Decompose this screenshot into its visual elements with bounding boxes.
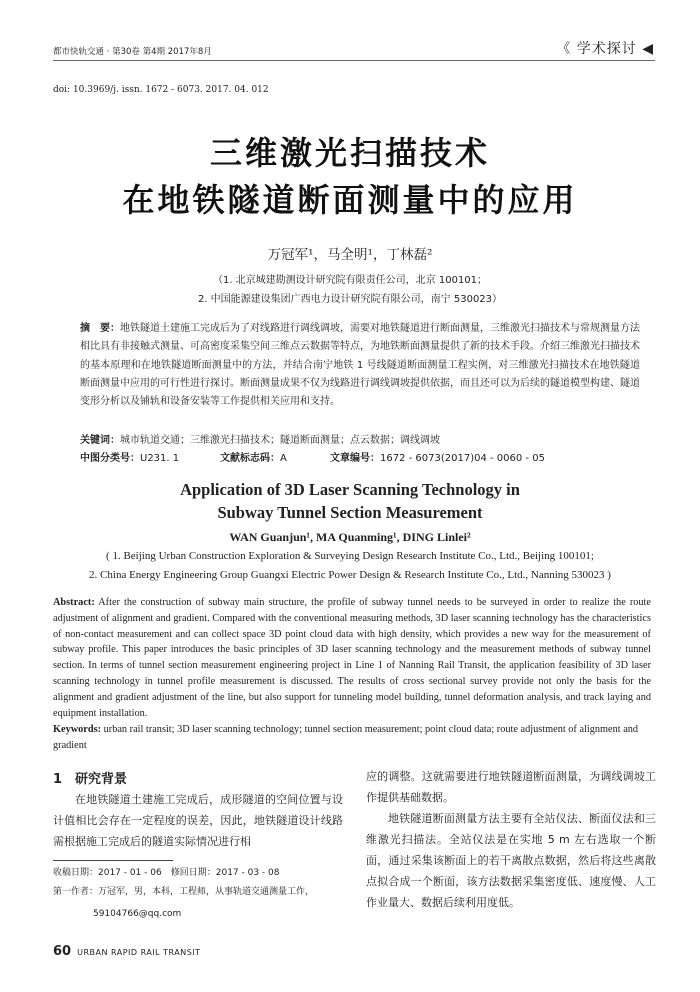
keywords-cn-text: 城市轨道交通；三维激光扫描技术；隧道断面测量；点云数据；调线调坡 — [120, 435, 440, 446]
body-paragraph-left: 在地铁隧道土建施工完成后，成形隧道的空间位置与设计值相比会存在一定程度的误差，因此，地铁隧道设计线路需根据施工完成后的隧道实际情况进行相 — [53, 793, 343, 848]
doc-code — [220, 449, 287, 464]
keywords-en-label: Keywords: — [53, 724, 102, 735]
doc-label: 文献标志码： — [220, 453, 280, 464]
body-paragraph-right-1: 应的调整。这就需要进行地铁隧道断面测量，为调线调坡工作提供基础数据。 — [366, 770, 656, 804]
affiliation-cn-1: （1. 北京城建勘测设计研究院有限责任公司，北京 100101； — [212, 275, 488, 286]
title-en-line2: Subway Tunnel Section Measurement — [217, 503, 483, 522]
clc-value: U231. 1 — [140, 453, 180, 464]
affiliation-en-1: ( 1. Beijing Urban Construction Exploration & Surveying Design Research Institute Co., Ltd., Beijing 100101; — [106, 550, 594, 562]
keywords-cn — [80, 431, 440, 446]
footnote-rule — [53, 860, 173, 861]
section-tag: 《 学术探讨 ◀ — [556, 41, 654, 57]
doi[interactable]: doi: 10.3969/j. issn. 1672 - 6073. 2017. 04. 012 — [53, 85, 269, 95]
clc-code — [80, 449, 179, 464]
section-heading — [53, 768, 343, 787]
body-left-column — [53, 768, 343, 852]
abstract-en-label: Abstract: — [53, 597, 95, 608]
header-rule — [53, 60, 655, 61]
title-en-line1: Application of 3D Laser Scanning Technology in — [180, 480, 520, 499]
keywords-en — [53, 722, 651, 754]
authors-cn: 万冠军¹，马全明¹，丁林磊² — [267, 247, 433, 263]
body-paragraph-right-2: 地铁隧道断面测量方法主要有全站仪法、断面仪法和三维激光扫描法。全站仪法是在实地 5 m 左右选取一个断面，通过采集该断面上的若干离散点数据，然后将这些离散点拟合成一个断面，该方法数据采集密度低、速度慢、人工作业量大、数据后续利用度低。 — [366, 812, 656, 909]
abstract-cn — [80, 320, 640, 411]
abstract-cn-label: 摘 要： — [80, 323, 120, 334]
body-right-column — [366, 766, 656, 913]
article-code — [330, 449, 545, 464]
title-cn-line1: 三维激光扫描技术 — [209, 134, 490, 172]
doc-value: A — [280, 453, 287, 464]
keywords-en-text: urban rail transit; 3D laser scanning technology; tunnel section measurement; point cloud data; route adjustment of alignment and gradient — [53, 724, 639, 751]
footnote-dates: 收稿日期：2017 - 01 - 06 修回日期：2017 - 03 - 08 — [53, 868, 280, 878]
footnote-email[interactable]: 59104766@qq.com — [93, 909, 182, 919]
article-value: 1672 - 6073(2017)04 - 0060 - 05 — [380, 453, 545, 464]
affiliation-en-2: 2. China Energy Engineering Group Guangxi Electric Power Design & Research Institute Co., Ltd., Nanning 530023 ) — [89, 569, 611, 581]
section-number: 1 — [53, 772, 63, 787]
title-cn-line2: 在地铁隧道断面测量中的应用 — [122, 181, 578, 219]
page-footer — [53, 944, 201, 959]
abstract-en — [53, 595, 651, 721]
footer-journal-name: URBAN RAPID RAIL TRANSIT — [77, 948, 201, 957]
affiliation-cn-2: 2. 中国能源建设集团广西电力设计研究院有限公司，南宁 530023） — [197, 294, 503, 305]
keywords-cn-label: 关键词： — [80, 435, 120, 446]
footnote-author: 第一作者：万冠军，男，本科，工程师，从事轨道交通测量工作， — [53, 887, 315, 897]
clc-label: 中图分类号： — [80, 453, 140, 464]
page-number: 60 — [53, 944, 72, 959]
abstract-en-text: After the construction of subway main structure, the profile of subway tunnel needs to be surveyed in order to realize the route adjustment of alignment and gradient. Compared with the conventional measuring methods, 3D laser scanning technology has the characteristics of non-contact measurement and can collect space 3D point cloud data with high density, which provides a new way for the measurement of subway profile. This paper introduces the basic principles of 3D laser scanning technology and the measurement methods of subway tunnel section. In terms of tunnel section measurement engineering project in Line 1 of Nanning Rail Transit, the application feasibility of 3D laser scanning technology in tunnel profile measurement is discussed. The results of cross sectional survey provide not only the basis for the alignment and gradient adjustment of the line, but also support for tunneling model building, tunnel deformation analysis, and track laying and equipment installation. — [53, 597, 651, 719]
abstract-cn-text: 地铁隧道土建施工完成后为了对线路进行调线调坡，需要对地铁隧道进行断面测量，三维激光扫描技术与常规测量方法相比具有非接触式测量、可高密度采集空间三维点云数据等特点，为地铁断面测量提供了新的技术手段。介绍三维激光扫描技术的基本原理和在地铁隧道断面测量中的方法，并结合南宁地铁 1 号线隧道断面测量工程实例，对三维激光扫描技术在地铁隧道断面测量中应用的可行性进行探讨。断面测量成果不仅为线路进行调线调坡提供依据，而且还可以为后续的隧道模型构建、隧道变形分析以及铺轨和设备安装等工作提供相关应用和支持。 — [80, 323, 640, 408]
journal-header: 都市快轨交通 · 第30卷 第4期 2017年8月 — [53, 47, 212, 57]
section-title: 研究背景 — [75, 772, 128, 787]
article-label: 文章编号： — [330, 453, 380, 464]
authors-en: WAN Guanjun¹, MA Quanming¹, DING Linlei² — [229, 530, 471, 544]
